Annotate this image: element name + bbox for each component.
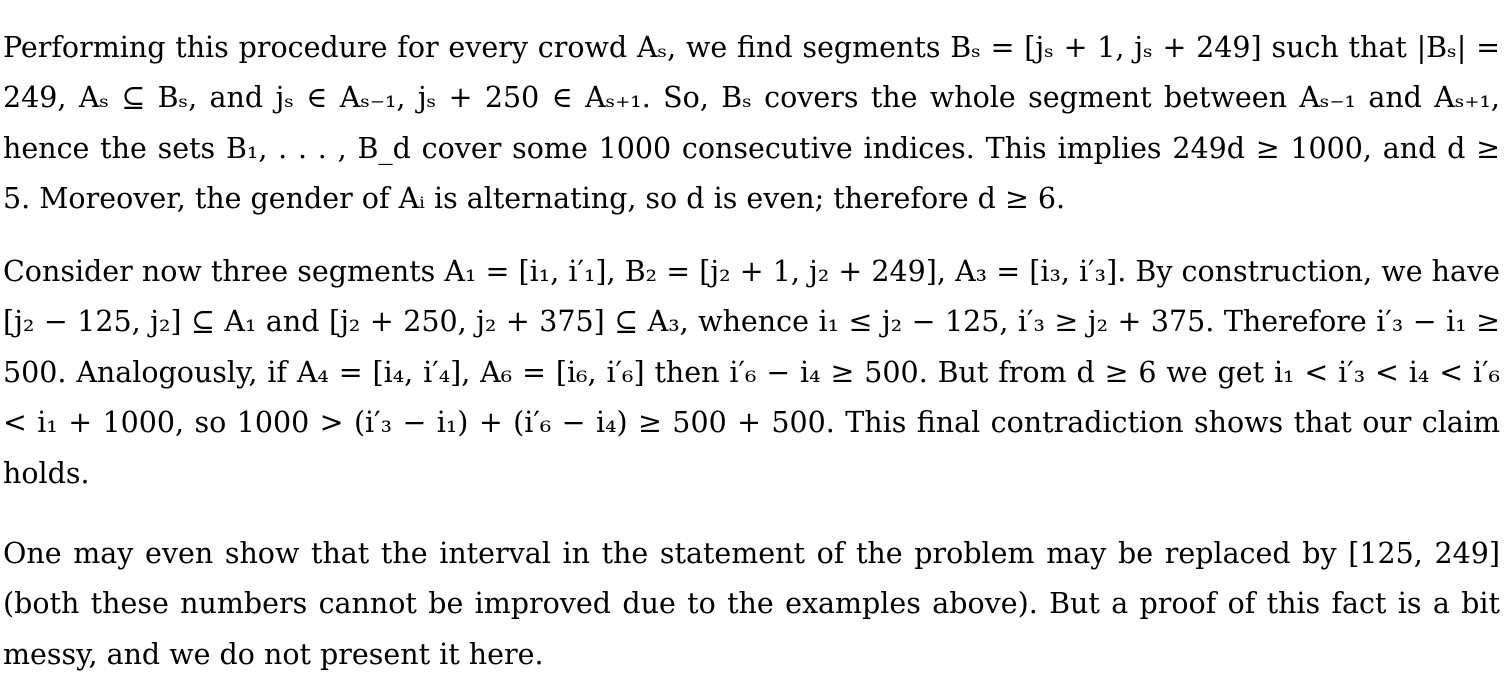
paragraph-interval-remark: One may even show that the interval in the statement of the problem may be replaced by [125, 249] (both these numbers cannot be improved due to the examples above). But a proof of this fact is a bit messy, and we do not present it here. [3, 529, 1500, 680]
paragraph-three-segments: Consider now three segments A₁ = [i₁, i′₁], B₂ = [j₂ + 1, j₂ + 249], A₃ = [i₃, i′₃]. By construction, we have [j₂ − 125, j₂] ⊆ A₁ and [j₂ + 250, j₂ + 375] ⊆ A₃, whence i₁ ≤ j₂ − 125, i′₃ ≥ j₂ + 375. Therefore i′₃ − i₁ ≥ 500. Analogously, if A₄ = [i₄, i′₄], A₆ = [i₆, i′₆] then i′₆ − i₄ ≥ 500. But from d ≥ 6 we get i₁ < i′₃ < i₄ < i′₆ < i₁ + 1000, so 1000 > (i′₃ − i₁) + (i′₆ − i₄) ≥ 500 + 500. This final contradiction shows that our claim holds. [3, 247, 1500, 500]
paragraph-crowd-segments: Performing this procedure for every crowd Aₛ, we find segments Bₛ = [jₛ + 1, jₛ + 249] such that |Bₛ| = 249, Aₛ ⊆ Bₛ, and jₛ ∈ Aₛ₋₁, jₛ + 250 ∈ Aₛ₊₁. So, Bₛ covers the whole segment between Aₛ₋₁ and Aₛ₊₁, hence the sets B₁, . . . , B_d cover some 1000 consecutive indices. This implies 249d ≥ 1000, and d ≥ 5. Moreover, the gender of Aᵢ is alternating, so d is even; therefore d ≥ 6. [3, 23, 1500, 225]
